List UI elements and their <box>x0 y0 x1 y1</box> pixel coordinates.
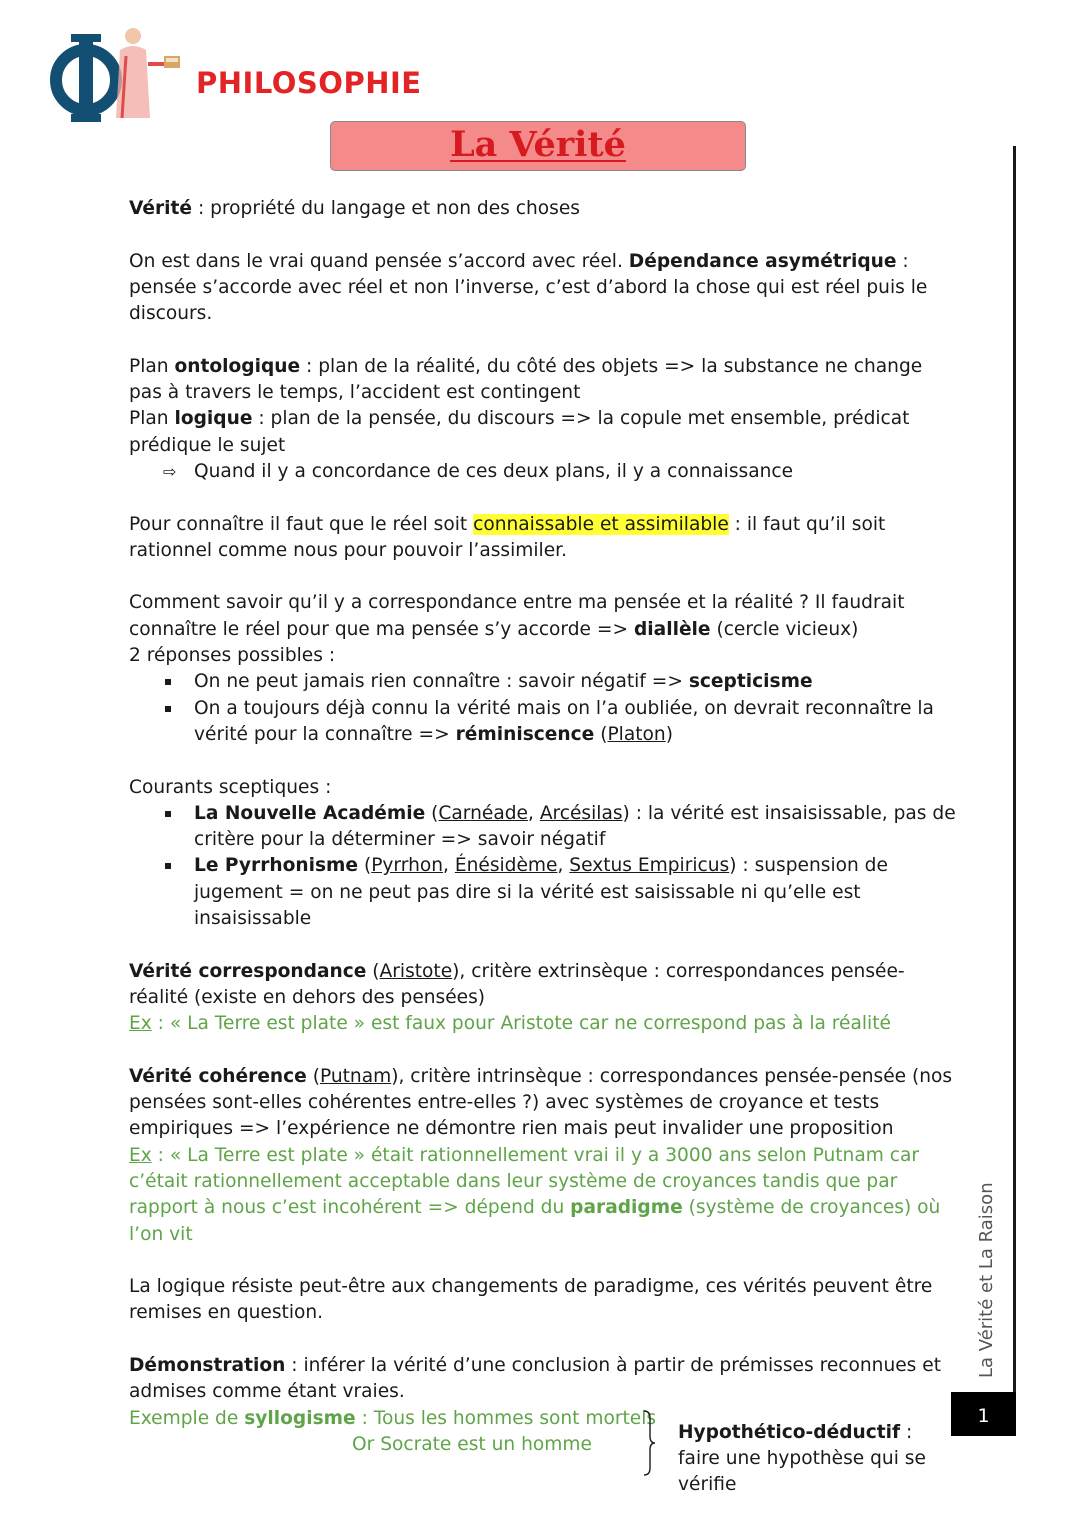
paragraph-coherence: Vérité cohérence (Putnam), critère intrinsèque : correspondances pensée-pensée (nos pensées sont-elles cohérentes entre-elles ?) avec systèmes de croyance et tests empiriques => l’expérience ne démontre rien mais peut invalider une proposition Ex : « La Terre est plate » était rationnellement vrai il y a 3000 ans selon Putnam car c’était rationnellement acceptable dans leur système de croyances tandis que par rapport à nous c’est incohérent => dépend du paradigme (système de croyances) où l’on vit <box>129 1065 953 1245</box>
hypothetico-deductif-note: Hypothético-déductif : faire une hypothèse qui se vérifie <box>678 1421 926 1496</box>
chapter-label: La Vérité et La Raison <box>976 1182 997 1378</box>
example-text: Ex : « La Terre est plate » était rationnellement vrai il y a 3000 ans selon Putnam car c’était rationnellement acceptable dans leur système de croyances tandis que par rapport à nous c’est incohérent => dépend du paradigme (système de croyances) où l’on vit <box>129 1144 941 1245</box>
list-item: On a toujours déjà connu la vérité mais on l’a oubliée, on devrait reconnaître la vérité pour la connaître => réminiscence (Platon) <box>129 696 959 749</box>
paragraph-dialelle: Comment savoir qu’il y a correspondance entre ma pensée et la réalité ? Il faudrait connaître le réel pour que ma pensée s’y accorde => diallèle (cercle vicieux) 2 réponses possibles : <box>129 592 905 667</box>
responses-list <box>129 669 959 748</box>
brace-icon <box>642 1410 656 1476</box>
arrow-icon: ⇨ <box>163 461 177 481</box>
syllogism-line-1: Exemple de syllogisme : Tous les hommes sont mortels <box>129 1407 657 1429</box>
notes-body <box>129 196 959 1496</box>
page-title: La Vérité <box>450 124 626 165</box>
skeptic-list <box>129 801 959 932</box>
paragraph-correspondance: Vérité correspondance (Aristote), critère extrinsèque : correspondances pensée-réalité (existe en dehors des pensées) Ex : « La Terre est plate » est faux pour Aristote car ne correspond pas à la réalité <box>129 960 905 1035</box>
skeptic-heading: Courants sceptiques : <box>129 776 332 798</box>
philosophy-logo-icon <box>46 22 186 126</box>
syllogism-example <box>129 1406 959 1496</box>
paragraph-plan-logique: Plan logique : plan de la pensée, du discours => la copule met ensemble, prédicat prédique le sujet <box>129 408 910 456</box>
paragraph-logique: La logique résiste peut-être aux changements de paradigme, ces vérités peuvent être remises en question. <box>129 1276 933 1324</box>
page-title-box <box>330 121 746 171</box>
subject-brand: PHILOSOPHIE <box>196 66 422 100</box>
page-number: 1 <box>951 1392 1016 1436</box>
paragraph-demonstration: Démonstration : inférer la vérité d’une conclusion à partir de prémisses reconnues et admises comme étant vraies. <box>129 1355 941 1403</box>
arrow-conclusion: ⇨ Quand il y a concordance de ces deux plans, il y a connaissance <box>129 459 959 485</box>
example-text: Ex : « La Terre est plate » est faux pour Aristote car ne correspond pas à la réalité <box>129 1013 891 1035</box>
paragraph-connaitre: Pour connaître il faut que le réel soit connaissable et assimilable : il faut qu’il soit rationnel comme nous pour pouvoir l’assimiler. <box>129 513 886 561</box>
list-item: Le Pyrrhonisme (Pyrrhon, Énésidème, Sextus Empiricus) : suspension de jugement = on ne peut pas dire si la vérité est saisissable ni qu’elle est insaisissable <box>129 853 959 932</box>
syllogism-line-2: Or Socrate est un homme <box>352 1433 592 1455</box>
highlighted-text: connaissable et assimilable <box>473 513 729 535</box>
margin-rule <box>1013 146 1016 1436</box>
list-item: On ne peut jamais rien connaître : savoir négatif => scepticisme <box>129 669 959 695</box>
paragraph-dependance: On est dans le vrai quand pensée s’accord avec réel. Dépendance asymétrique : pensée s’accorde avec réel et non l’inverse, c’est d’abord la chose qui est réel puis le discours. <box>129 250 928 325</box>
paragraph-plan-ontologique: Plan ontologique : plan de la réalité, du côté des objets => la substance ne change pas à travers le temps, l’accident est contingent <box>129 355 923 404</box>
list-item: La Nouvelle Académie (Carnéade, Arcésilas) : la vérité est insaisissable, pas de critère pour la déterminer => savoir négatif <box>129 801 959 854</box>
definition-verite: Vérité : propriété du langage et non des choses <box>129 198 580 219</box>
